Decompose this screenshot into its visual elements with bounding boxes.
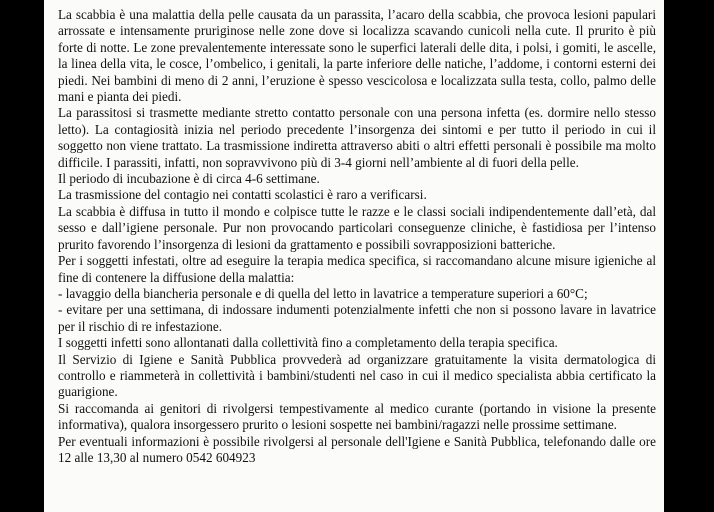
document-page xyxy=(44,0,664,512)
paragraph-transmission: La parassitosi si trasmette mediante stretto contatto personale con una persona infetta (es. dormire nello stesso letto). La contagiosità inizia nel periodo precedente l’insorgenza dei sintomi e per tutto il periodo in cui il soggetto non viene trattato. La trasmissione indiretta attraverso abiti o altri effetti personali è possibile ma molto difficile. I parassiti, infatti, non sopravvivono più di 3-4 giorni nell’ambiente al di fuori della pelle. xyxy=(58,105,656,170)
paragraph-description: La scabbia è una malattia della pelle causata da un parassita, l’acaro della scabbia, che provoca lesioni papulari arrossate e intensamente pruriginose nelle zone dove si localizza scavando cunicoli nella cute. Il prurito è più forte di notte. Le zone prevalentemente interessate sono le superfici laterali delle dita, i polsi, i gomiti, le ascelle, la linea della vita, le cosce, l’ombelico, i genitali, la parte inferiore delle natiche, l’addome, i contorni esterni dei piedi. Nei bambini di meno di 2 anni, l’eruzione è spesso vescicolosa e localizzata sulla testa, collo, palmo delle mani e pianta dei piedi. xyxy=(58,7,656,105)
paragraph-exclusion: I soggetti infetti sono allontanati dalla collettività fino a completamento della terapia specifica. xyxy=(58,335,558,351)
paragraph-contact-info: Per eventuali informazioni è possibile rivolgersi al personale dell'Igiene e Sanità Pubblica, telefonando dalle ore 12 alle 13,30 al numero 0542 604923 xyxy=(58,433,656,465)
paragraph-parents-advice: Si raccomanda ai genitori di rivolgersi tempestivamente al medico curante (portando in visione la presente informativa), qualora insorgessero prurito o lesioni sospette nei bambini/ragazzi nelle prossime settimane. xyxy=(58,400,656,433)
list-item-clothing: - evitare per una settimana, di indossare indumenti potenzialmente infetti che non si possono lavare in lavatrice per il rischio di re infestazione. xyxy=(58,302,656,334)
paragraph-diffusion: La scabbia è diffusa in tutto il mondo e colpisce tutte le razze e le classi sociali indipendentemente dall’età, dal sesso e dall’igiene personale. Pur non provocando particolari conseguenze cliniche, è fastidiosa per l’intenso prurito favorendo l’insorgenza di lesioni da grattamento e possibili sovrapposizioni batteriche. xyxy=(58,203,656,252)
list-item-laundry: - lavaggio della biancheria personale e di quella del letto in lavatrice a temperature superiori a 60°C; xyxy=(58,285,588,301)
paragraph-incubation: Il periodo di incubazione è di circa 4-6 settimane. xyxy=(58,171,320,187)
paragraph-public-health-service: Il Servizio di Igiene e Sanità Pubblica provvederà ad organizzare gratuitamente la visita dermatologica di controllo e riammeterà in collettività i bambini/studenti nel caso in cui il medico specialista abbia certificato la guarigione. xyxy=(58,351,656,400)
paragraph-school-contagion: La trasmissione del contagio nei contatti scolastici è raro a verificarsi. xyxy=(58,187,427,203)
paragraph-hygiene-measures: Per i soggetti infestati, oltre ad eseguire la terapia medica specifica, si raccomandano alcune misure igieniche al fine di contenere la diffusione della malattia: xyxy=(58,253,656,285)
document-body xyxy=(58,7,656,466)
